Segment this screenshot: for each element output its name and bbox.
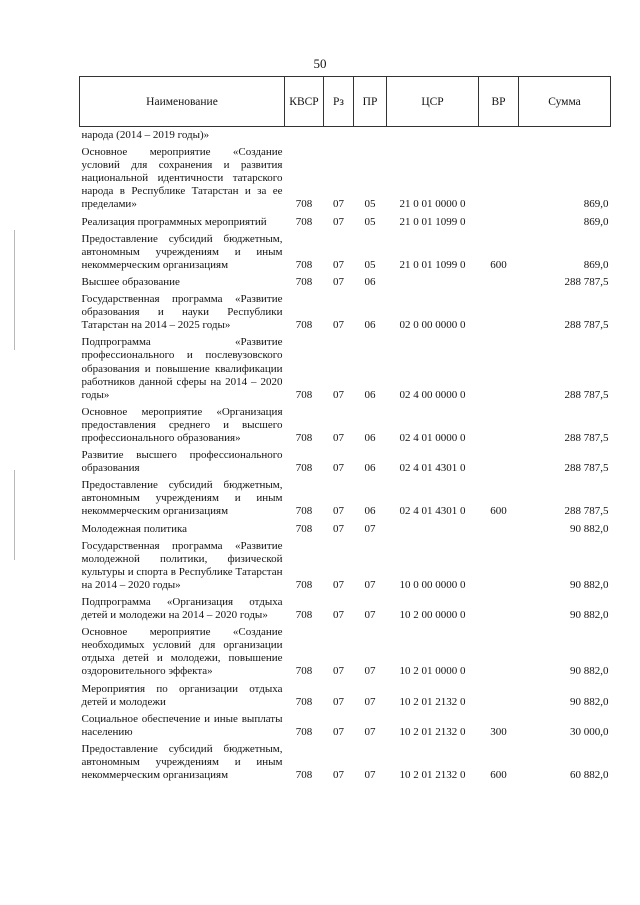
cell-rz: 07 xyxy=(333,769,344,782)
cell-vr: 600 xyxy=(490,505,507,518)
cell-csr: 02 4 01 4301 0 xyxy=(399,462,466,475)
cell-sum: 288 787,5 xyxy=(564,431,609,444)
cell-csr: 21 0 01 0000 0 xyxy=(399,198,466,211)
margin-mark xyxy=(14,230,15,350)
cell-rz: 07 xyxy=(333,522,344,535)
cell-name: Предоставление субсидий бюджетным, автономным учреждениям и иным некоммерческим организациям xyxy=(81,232,283,271)
cell-name: Высшее образование xyxy=(81,275,180,288)
cell-pr xyxy=(354,127,387,145)
cell-pr: 07 xyxy=(364,609,376,622)
cell-csr: 10 2 01 2132 0 xyxy=(399,695,466,708)
cell-kvsr xyxy=(285,127,324,145)
cell-csr xyxy=(387,521,479,538)
cell-rz: 07 xyxy=(333,258,344,271)
table-row xyxy=(80,681,611,711)
header-kvsr: КВСР xyxy=(285,77,324,127)
cell-rz: 07 xyxy=(333,695,344,708)
cell-name: Подпрограмма «Развитие профессионального и послевузовского образования и повышение квалификации работников данной сферы на 2014 – 2020 годы» xyxy=(81,336,283,401)
cell-vr xyxy=(479,447,519,477)
cell-vr xyxy=(479,127,519,145)
cell-sum: 288 787,5 xyxy=(564,388,609,401)
cell-kvsr: 708 xyxy=(295,578,313,591)
cell-kvsr: 708 xyxy=(295,319,313,332)
cell-rz: 07 xyxy=(333,505,344,518)
header-csr: ЦСР xyxy=(387,77,479,127)
cell-name: Реализация программных мероприятий xyxy=(81,215,267,228)
cell-kvsr: 708 xyxy=(295,215,313,228)
cell-vr: 300 xyxy=(490,725,507,738)
table-row xyxy=(80,127,611,145)
cell-pr: 07 xyxy=(364,695,376,708)
cell-vr xyxy=(479,274,519,291)
cell-sum: 30 000,0 xyxy=(570,725,609,738)
header-rz: Рз xyxy=(324,77,354,127)
cell-pr: 06 xyxy=(364,505,376,518)
cell-csr: 21 0 01 1099 0 xyxy=(399,215,466,228)
cell-pr: 07 xyxy=(364,578,376,591)
cell-csr: 21 0 01 1099 0 xyxy=(399,258,466,271)
cell-vr xyxy=(479,404,519,447)
cell-sum: 869,0 xyxy=(583,215,609,228)
cell-rz: 07 xyxy=(333,319,344,332)
table-row xyxy=(80,274,611,291)
table-row xyxy=(80,291,611,334)
cell-pr: 07 xyxy=(364,522,376,535)
cell-csr: 10 2 01 2132 0 xyxy=(399,725,466,738)
cell-sum: 90 882,0 xyxy=(570,522,609,535)
header-vr: ВР xyxy=(479,77,519,127)
cell-name: Предоставление субсидий бюджетным, автономным учреждениям и иным некоммерческим организациям xyxy=(81,742,283,782)
margin-mark xyxy=(14,470,15,560)
cell-rz: 07 xyxy=(333,388,344,401)
cell-rz: 07 xyxy=(333,198,344,211)
cell-rz: 07 xyxy=(333,578,344,591)
cell-csr: 10 2 01 0000 0 xyxy=(399,665,466,678)
cell-vr xyxy=(479,334,519,403)
cell-name: Основное мероприятие «Организация предоставления среднего и высшего профессионального образования» xyxy=(81,405,283,444)
cell-name: Мероприятия по организации отдыха детей и молодежи xyxy=(81,682,283,708)
table-row xyxy=(80,477,611,520)
cell-vr xyxy=(479,291,519,334)
cell-pr: 06 xyxy=(364,388,376,401)
table-row xyxy=(80,231,611,274)
cell-sum: 90 882,0 xyxy=(570,578,609,591)
cell-vr xyxy=(479,214,519,231)
table-header-row xyxy=(80,77,611,127)
table-row xyxy=(80,404,611,447)
cell-pr: 06 xyxy=(364,462,376,475)
table-row xyxy=(80,447,611,477)
table-row xyxy=(80,144,611,213)
cell-name: Основное мероприятие «Создание необходимых условий для организации отдыха детей и молодежи, повышение оздоровительного эффекта» xyxy=(81,626,283,678)
cell-csr: 10 0 00 0000 0 xyxy=(399,578,466,591)
cell-pr: 07 xyxy=(364,725,376,738)
cell-vr: 600 xyxy=(490,769,507,782)
cell-pr: 06 xyxy=(364,275,376,288)
cell-csr: 02 0 00 0000 0 xyxy=(399,319,466,332)
table-row xyxy=(80,214,611,231)
cell-pr: 05 xyxy=(364,215,376,228)
table-row xyxy=(80,711,611,741)
cell-kvsr: 708 xyxy=(295,725,313,738)
cell-kvsr: 708 xyxy=(295,462,313,475)
cell-rz: 07 xyxy=(333,609,344,622)
cell-name: народа (2014 – 2019 годы)» xyxy=(81,129,210,141)
cell-csr: 02 4 00 0000 0 xyxy=(399,388,466,401)
cell-sum xyxy=(519,127,611,145)
cell-name: Государственная программа «Развитие молодежной политики, физической культуры и спорта в Республике Татарстан на 2014 – 2020 годы» xyxy=(81,539,283,591)
cell-csr: 02 4 01 4301 0 xyxy=(399,505,466,518)
cell-kvsr: 708 xyxy=(295,665,313,678)
cell-kvsr: 708 xyxy=(295,431,313,444)
cell-csr: 10 2 01 2132 0 xyxy=(399,769,466,782)
cell-sum: 288 787,5 xyxy=(564,505,609,518)
cell-rz: 07 xyxy=(333,665,344,678)
table-row xyxy=(80,521,611,538)
cell-rz xyxy=(324,127,354,145)
cell-kvsr: 708 xyxy=(295,388,313,401)
cell-kvsr: 708 xyxy=(295,695,313,708)
cell-vr xyxy=(479,521,519,538)
table-row xyxy=(80,538,611,594)
cell-kvsr: 708 xyxy=(295,522,313,535)
cell-pr: 06 xyxy=(364,319,376,332)
cell-vr xyxy=(479,624,519,680)
page-number: 50 xyxy=(313,56,327,71)
header-pr: ПР xyxy=(354,77,387,127)
cell-rz: 07 xyxy=(333,462,344,475)
cell-sum: 90 882,0 xyxy=(570,695,609,708)
cell-sum: 288 787,5 xyxy=(564,462,609,475)
cell-name: Подпрограмма «Организация отдыха детей и молодежи на 2014 – 2020 годы» xyxy=(81,596,283,622)
cell-pr: 06 xyxy=(364,431,376,444)
cell-vr xyxy=(479,594,519,624)
cell-sum: 869,0 xyxy=(583,198,609,211)
cell-csr xyxy=(387,274,479,291)
cell-pr: 07 xyxy=(364,665,376,678)
cell-pr: 05 xyxy=(364,198,376,211)
table-row xyxy=(80,624,611,680)
table-row xyxy=(80,594,611,624)
cell-name: Молодежная политика xyxy=(81,522,188,535)
cell-sum: 60 882,0 xyxy=(570,769,609,782)
cell-kvsr: 708 xyxy=(295,198,313,211)
cell-csr xyxy=(387,127,479,145)
cell-kvsr: 708 xyxy=(295,609,313,622)
cell-rz: 07 xyxy=(333,725,344,738)
cell-kvsr: 708 xyxy=(295,505,313,518)
cell-kvsr: 708 xyxy=(295,769,313,782)
cell-rz: 07 xyxy=(333,431,344,444)
cell-rz: 07 xyxy=(333,215,344,228)
header-sum: Сумма xyxy=(519,77,611,127)
cell-pr: 05 xyxy=(364,258,376,271)
cell-vr xyxy=(479,681,519,711)
budget-table xyxy=(79,76,611,784)
cell-csr: 02 4 01 0000 0 xyxy=(399,431,466,444)
table-row xyxy=(80,334,611,403)
cell-sum: 288 787,5 xyxy=(564,319,609,332)
cell-sum: 869,0 xyxy=(583,258,609,271)
cell-name: Социальное обеспечение и иные выплаты населению xyxy=(81,712,283,738)
cell-vr: 600 xyxy=(490,258,507,271)
cell-kvsr: 708 xyxy=(295,275,313,288)
cell-rz: 07 xyxy=(333,275,344,288)
header-name: Наименование xyxy=(80,77,285,127)
cell-sum: 288 787,5 xyxy=(564,275,609,288)
cell-pr: 07 xyxy=(364,769,376,782)
cell-kvsr: 708 xyxy=(295,258,313,271)
cell-name: Развитие высшего профессионального образования xyxy=(81,449,283,475)
cell-vr xyxy=(479,144,519,213)
cell-name: Основное мероприятие «Создание условий для сохранения и развития национальной идентичности татарского народа в Республике Татарстан и за ее пределами» xyxy=(81,146,283,211)
cell-vr xyxy=(479,538,519,594)
table-row xyxy=(80,741,611,784)
cell-sum: 90 882,0 xyxy=(570,665,609,678)
cell-name: Государственная программа «Развитие образования и науки Республики Татарстан на 2014 – 2025 годы» xyxy=(81,293,283,332)
cell-csr: 10 2 00 0000 0 xyxy=(399,609,466,622)
cell-name: Предоставление субсидий бюджетным, автономным учреждениям и иным некоммерческим организациям xyxy=(81,479,283,518)
cell-sum: 90 882,0 xyxy=(570,609,609,622)
